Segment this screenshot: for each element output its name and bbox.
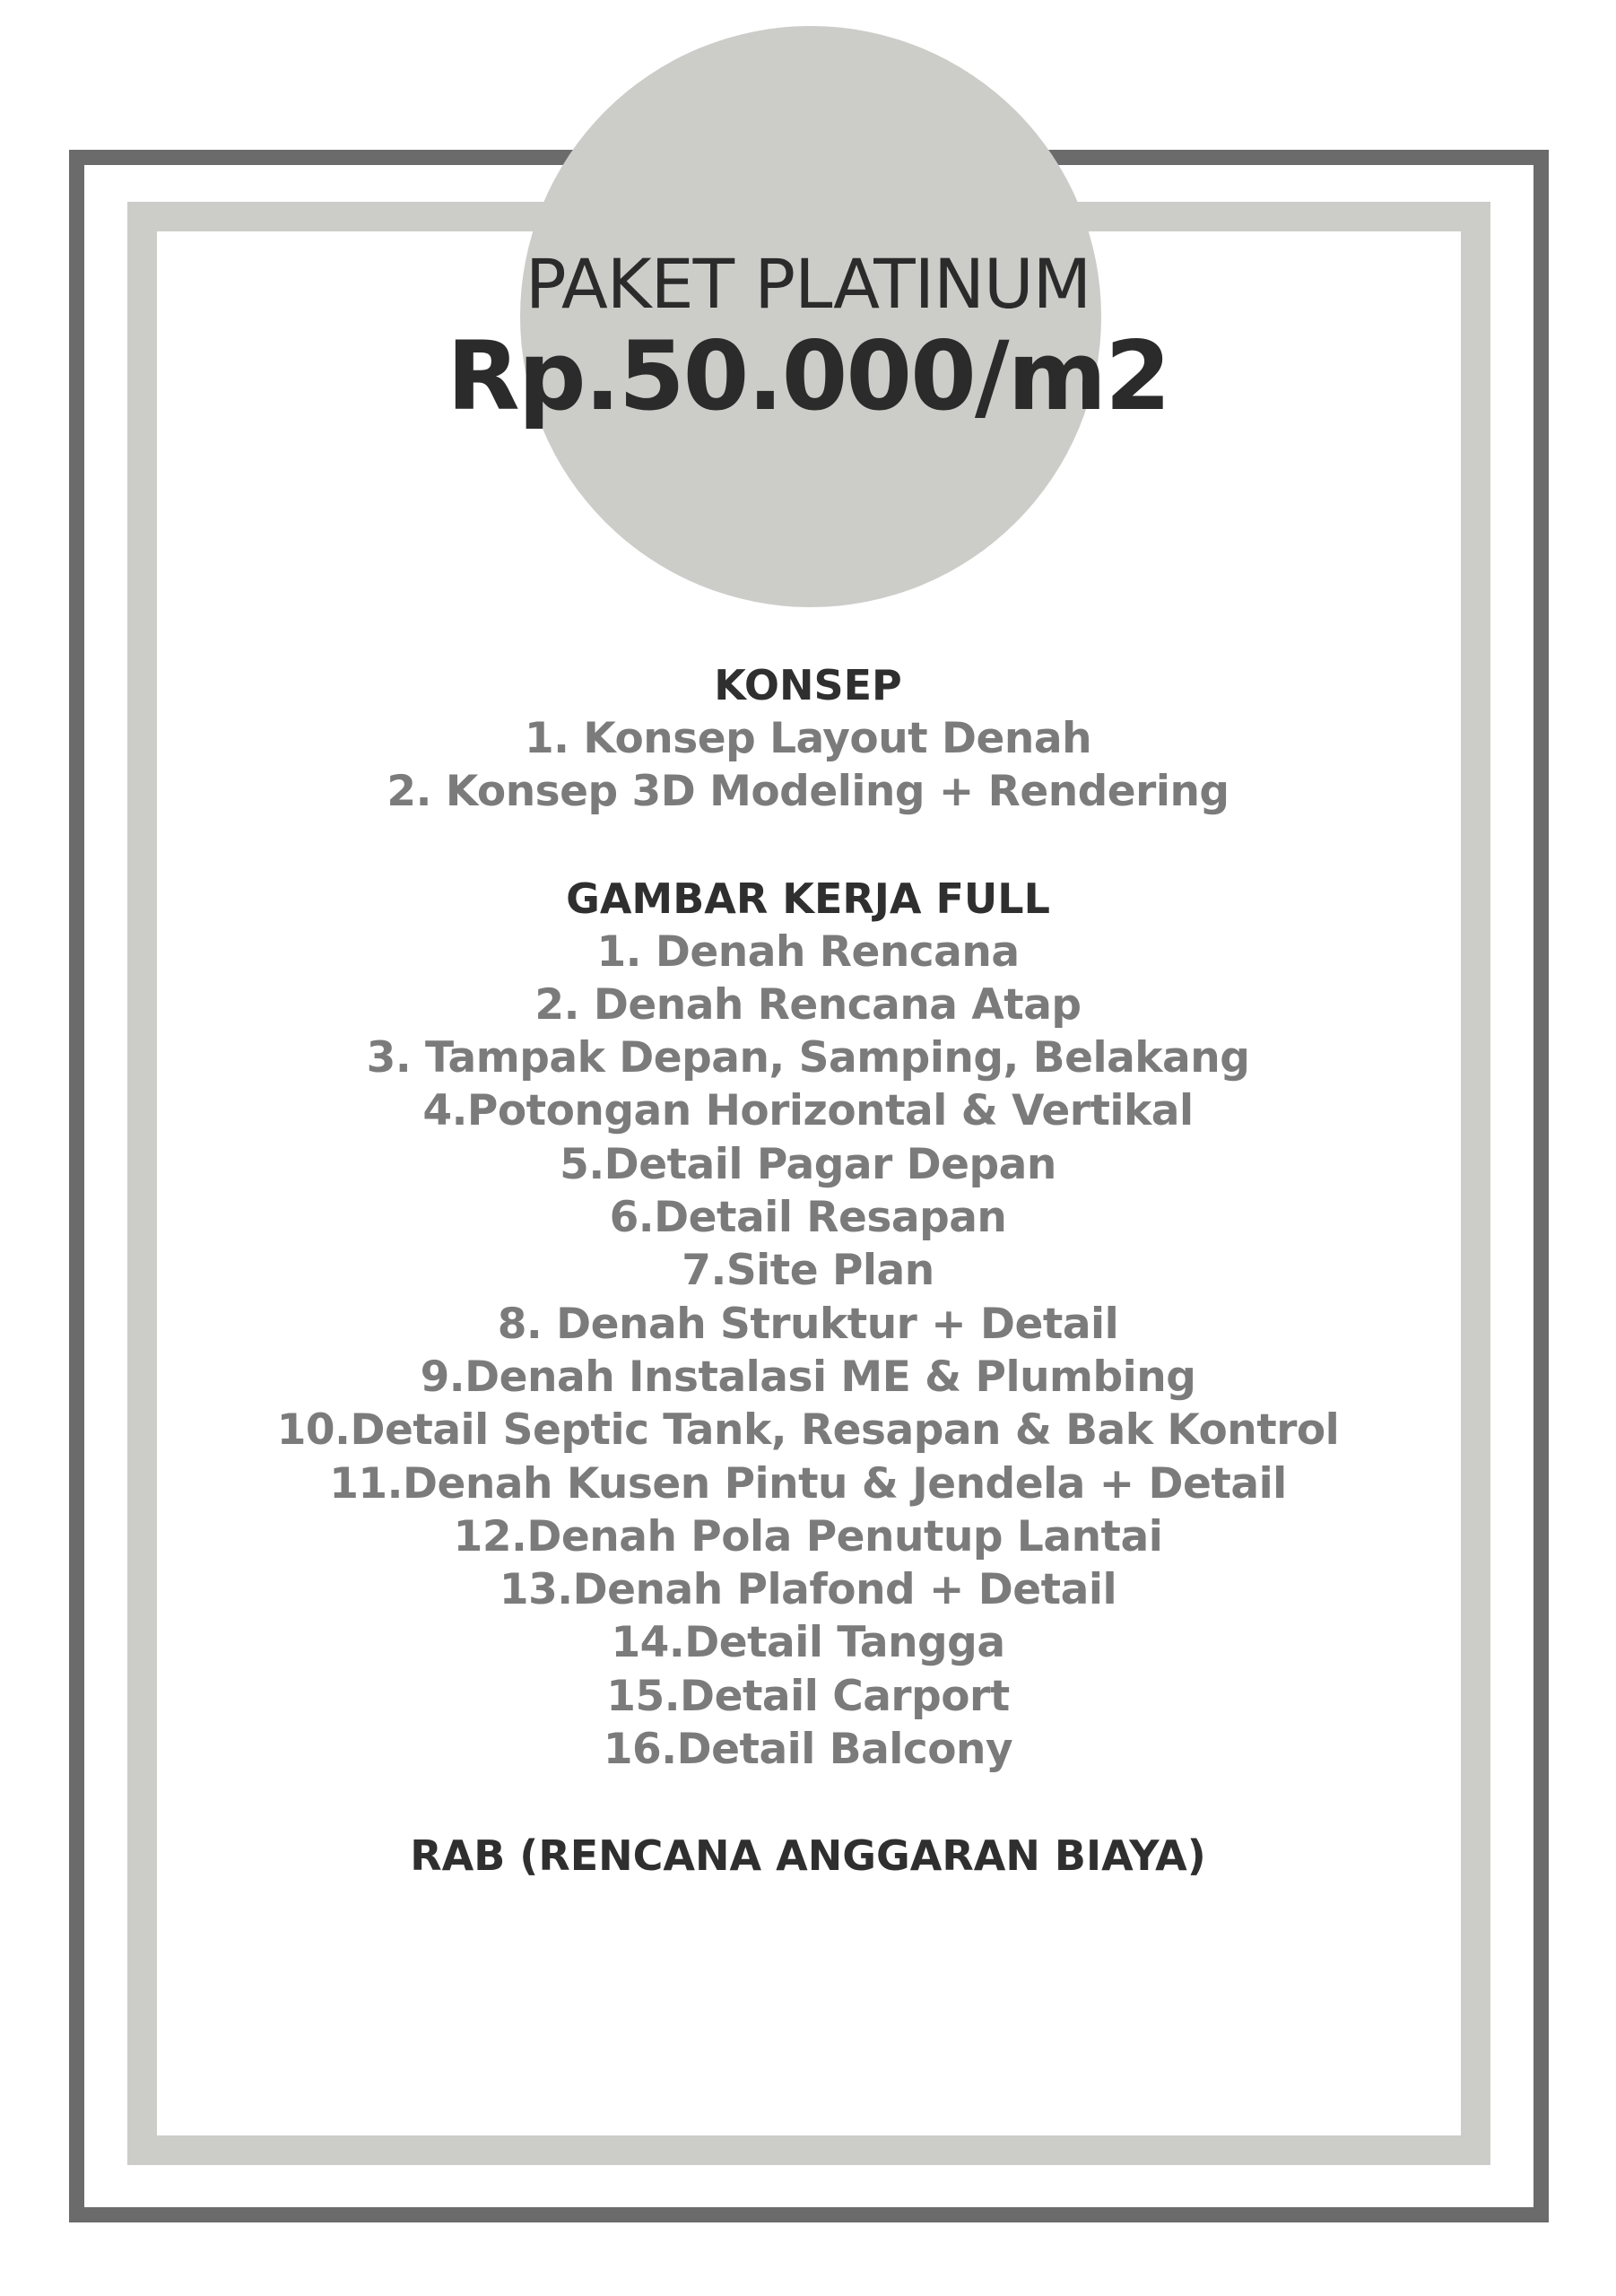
gambar-kerja-item: 14.Detail Tangga [611,1618,1005,1668]
gambar-kerja-item: 9.Denah Instalasi ME & Plumbing [420,1352,1196,1402]
package-title: PAKET PLATINUM [525,244,1091,324]
gambar-kerja-item: 8. Denah Struktur + Detail [497,1299,1119,1349]
gambar-kerja-item: 12.Denah Pola Penutup Lantai [453,1511,1163,1561]
gambar-kerja-item: 3. Tampak Depan, Samping, Belakang [366,1033,1250,1083]
gambar-kerja-item: 4.Potongan Horizontal & Vertikal [422,1086,1194,1136]
gambar-kerja-item: 2. Denah Rencana Atap [534,979,1082,1030]
gambar-kerja-item: 5.Detail Pagar Depan [560,1139,1056,1189]
konsep-item: 2. Konsep 3D Modeling + Rendering [387,767,1229,817]
gambar-kerja-item: 6.Detail Resapan [609,1193,1007,1243]
package-content [0,659,1616,1883]
gambar-kerja-item: 15.Detail Carport [606,1671,1010,1721]
gambar-kerja-item: 16.Detail Balcony [603,1725,1013,1775]
konsep-heading: KONSEP [714,661,902,709]
gambar-kerja-item: 11.Denah Kusen Pintu & Jendela + Detail [329,1458,1287,1509]
gambar-kerja-heading: GAMBAR KERJA FULL [566,874,1050,923]
rab-heading: RAB (RENCANA ANGGARAN BIAYA) [410,1831,1206,1881]
gambar-kerja-item: 13.Denah Plafond + Detail [499,1565,1117,1615]
section-spacer [0,819,1616,873]
package-price: Rp.50.000/m2 [447,321,1169,431]
konsep-item: 1. Konsep Layout Denah [524,714,1092,763]
gambar-kerja-item: 1. Denah Rencana [596,926,1020,977]
gambar-kerja-item: 10.Detail Septic Tank, Resapan & Bak Kontrol [276,1405,1340,1456]
gambar-kerja-item: 7.Site Plan [682,1246,934,1296]
